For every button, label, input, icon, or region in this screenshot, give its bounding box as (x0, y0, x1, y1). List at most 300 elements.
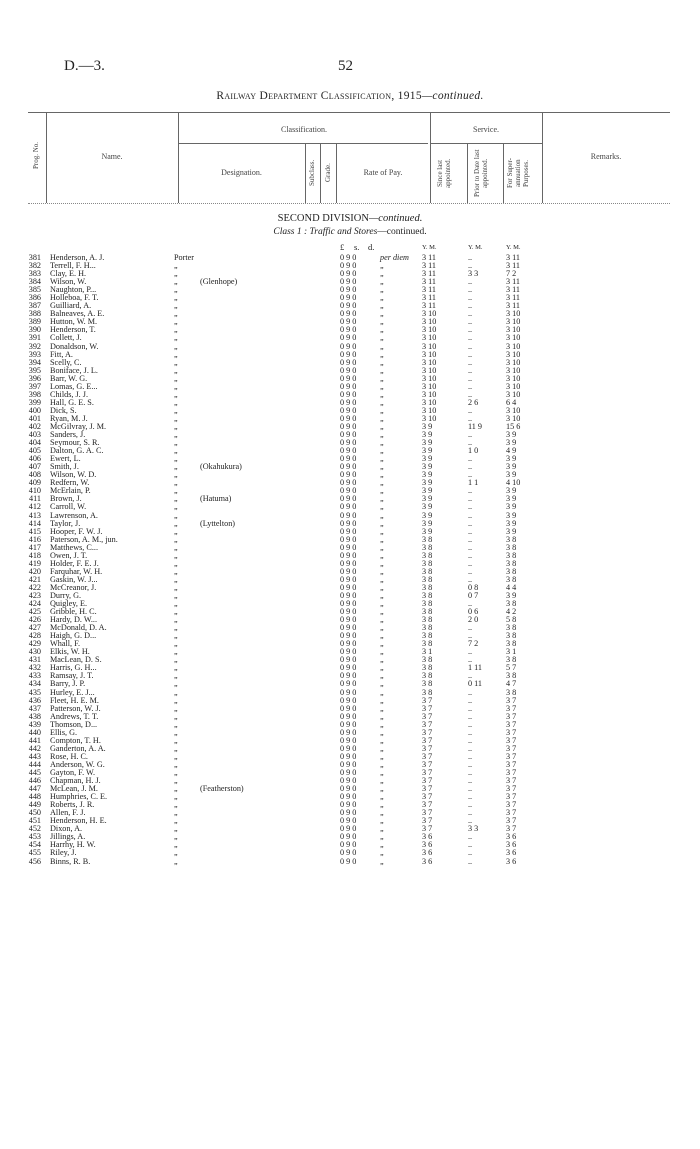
pay-period: „ (380, 574, 385, 584)
rate-of-pay: 0 9 0 (340, 494, 357, 504)
row-number: 403 (28, 430, 41, 440)
employee-name: Hutton, W. M. (50, 317, 98, 327)
row-number: 433 (28, 671, 41, 681)
rate-of-pay: 0 9 0 (340, 631, 357, 641)
service-superannuation: 3 8 (506, 599, 517, 609)
employee-name: Whall, F. (50, 639, 81, 649)
service-superannuation: 3 7 (506, 711, 517, 721)
service-prior-to-date: 0 6 (468, 607, 479, 617)
designation: „ (174, 574, 178, 584)
designation: „ (174, 776, 178, 786)
pay-period: „ (380, 615, 385, 625)
service-since-last: 3 10 (422, 397, 437, 407)
row-number: 405 (28, 446, 41, 456)
designation: „ (174, 679, 178, 689)
pay-period: „ (380, 478, 385, 488)
service-since-last: 3 10 (422, 405, 437, 415)
rate-of-pay: 0 9 0 (340, 727, 357, 737)
service-prior-to-date: .. (468, 349, 473, 359)
employee-name: Thomson, D... (50, 719, 98, 729)
service-superannuation: 3 10 (506, 381, 521, 391)
service-prior-to-date: .. (468, 792, 473, 802)
rate-of-pay: 0 9 0 (340, 293, 357, 303)
service-prior-to-date: .. (468, 735, 473, 745)
pay-period: „ (380, 470, 385, 480)
employee-name: Owen, J. T. (50, 550, 88, 560)
service-superannuation: 3 10 (506, 357, 521, 367)
service-since-last: 3 11 (422, 277, 437, 287)
service-superannuation: 3 8 (506, 534, 517, 544)
designation: „ (174, 389, 178, 399)
pay-period: „ (380, 639, 385, 649)
rate-of-pay: 0 9 0 (340, 341, 357, 351)
employee-name: Clay, E. H. (50, 269, 87, 279)
employee-name: Andrews, T. T. (50, 711, 99, 721)
service-superannuation: 4 9 (506, 446, 517, 456)
unit-ym-since: Y. M. (422, 244, 437, 251)
service-prior-to-date: .. (468, 301, 473, 311)
employee-name: MacLean, D. S. (50, 655, 102, 665)
service-prior-to-date: 3 3 (468, 269, 479, 279)
service-superannuation: 3 10 (506, 413, 521, 423)
service-since-last: 3 8 (422, 542, 433, 552)
service-prior-to-date: .. (468, 784, 473, 794)
service-prior-to-date: .. (468, 848, 473, 858)
service-superannuation: 3 7 (506, 800, 517, 810)
rate-of-pay: 0 9 0 (340, 808, 357, 818)
rate-of-pay: 0 9 0 (340, 768, 357, 777)
employee-name: Terrell, F. H... (50, 261, 96, 271)
designation: „ (174, 615, 178, 625)
pay-period: „ (380, 550, 385, 560)
pay-period: „ (380, 261, 385, 271)
employee-name: Redfern, W. (50, 478, 90, 488)
employee-name: Allen, F. J. (50, 808, 86, 818)
employee-name: Gaskin, W. J... (50, 574, 98, 584)
employee-name: Hooper, F. W. J. (50, 526, 103, 536)
unit-pence: d. (368, 242, 375, 252)
row-number: 436 (28, 695, 41, 705)
service-superannuation: 3 11 (506, 277, 521, 287)
row-number: 454 (28, 840, 41, 850)
service-since-last: 3 6 (422, 848, 433, 858)
service-since-last: 3 11 (422, 253, 437, 262)
designation: „ (174, 743, 178, 753)
service-since-last: 3 10 (422, 413, 437, 423)
section-title (0, 213, 700, 224)
service-prior-to-date: .. (468, 550, 473, 560)
rate-of-pay: 0 9 0 (340, 389, 357, 399)
employee-name: Boniface, J. L. (50, 365, 98, 375)
page-title-continued: —continued. (421, 90, 484, 102)
pay-period: „ (380, 671, 385, 681)
rate-of-pay: 0 9 0 (340, 824, 357, 834)
service-superannuation: 3 11 (506, 261, 521, 271)
row-number: 396 (28, 373, 41, 383)
service-since-last: 3 7 (422, 776, 433, 786)
employee-name: Compton, T. H. (50, 735, 101, 745)
service-superannuation: 6 4 (506, 397, 517, 407)
service-since-last: 3 10 (422, 389, 437, 399)
rate-of-pay: 0 9 0 (340, 261, 357, 271)
designation: „ (174, 695, 178, 705)
rate-of-pay: 0 9 0 (340, 703, 357, 713)
section-title-continued: —continued. (368, 213, 423, 224)
designation: „ (174, 655, 178, 665)
designation: „ (174, 518, 178, 528)
service-prior-to-date: .. (468, 438, 473, 448)
pay-period: „ (380, 816, 385, 826)
service-prior-to-date: .. (468, 510, 473, 520)
row-number: 413 (28, 510, 41, 520)
service-superannuation: 3 10 (506, 389, 521, 399)
row-number: 440 (28, 727, 41, 737)
pay-period: „ (380, 502, 385, 512)
service-prior-to-date: .. (468, 405, 473, 415)
service-since-last: 3 9 (422, 446, 433, 456)
designation: „ (174, 486, 178, 496)
row-number: 438 (28, 711, 41, 721)
service-since-last: 3 10 (422, 341, 437, 351)
service-superannuation: 3 9 (506, 430, 517, 440)
designation: „ (174, 301, 178, 311)
rate-of-pay: 0 9 0 (340, 671, 357, 681)
service-since-last: 3 8 (422, 534, 433, 544)
row-number: 391 (28, 333, 41, 343)
service-superannuation: 3 10 (506, 309, 521, 319)
service-prior-to-date: .. (468, 768, 473, 777)
service-prior-to-date: .. (468, 599, 473, 609)
page-number: 52 (338, 58, 353, 74)
employee-name: Matthews, C... (50, 542, 98, 552)
row-number: 393 (28, 349, 41, 359)
service-prior-to-date: .. (468, 502, 473, 512)
row-number: 406 (28, 454, 41, 464)
employee-name: McGilvray, J. M. (50, 421, 107, 431)
pay-period: „ (380, 413, 385, 423)
pay-period: „ (380, 534, 385, 544)
service-since-last: 3 7 (422, 727, 433, 737)
rate-of-pay: 0 9 0 (340, 542, 357, 552)
pay-period: „ (380, 647, 385, 657)
designation: „ (174, 599, 178, 609)
employee-name: Elkis, W. H. (50, 647, 90, 657)
employee-name: Ellis, G. (50, 727, 78, 737)
service-superannuation: 3 8 (506, 574, 517, 584)
rate-of-pay: 0 9 0 (340, 365, 357, 375)
service-prior-to-date: .. (468, 454, 473, 464)
service-since-last: 3 9 (422, 494, 433, 504)
service-since-last: 3 8 (422, 550, 433, 560)
rate-of-pay: 0 9 0 (340, 381, 357, 391)
service-since-last: 3 8 (422, 655, 433, 665)
row-number: 383 (28, 269, 41, 279)
designation: Porter (174, 253, 195, 262)
row-number: 425 (28, 607, 41, 617)
service-superannuation: 3 9 (506, 518, 517, 528)
service-since-last: 3 10 (422, 357, 437, 367)
pay-period: „ (380, 293, 385, 303)
employee-name: Scelly, C. (50, 357, 82, 367)
rate-of-pay: 0 9 0 (340, 269, 357, 279)
employee-name: Ganderton, A. A. (50, 743, 106, 753)
employee-name: Taylor, J. (50, 518, 81, 528)
service-prior-to-date: .. (468, 430, 473, 440)
designation: „ (174, 703, 178, 713)
designation: „ (174, 494, 178, 504)
service-superannuation: 3 9 (506, 462, 517, 472)
row-number: 386 (28, 293, 41, 303)
service-prior-to-date: .. (468, 381, 473, 391)
employee-name: Collett, J. (50, 333, 82, 343)
designation: „ (174, 856, 178, 866)
header-name: Name. (101, 152, 123, 161)
service-since-last: 3 7 (422, 808, 433, 818)
service-superannuation: 3 7 (506, 735, 517, 745)
service-superannuation: 3 9 (506, 494, 517, 504)
designation: „ (174, 510, 178, 520)
pay-period: „ (380, 848, 385, 858)
designation: „ (174, 357, 178, 367)
row-number: 435 (28, 687, 41, 697)
pay-period: „ (380, 727, 385, 737)
service-prior-to-date: .. (468, 574, 473, 584)
rate-of-pay: 0 9 0 (340, 856, 357, 866)
rate-of-pay: 0 9 0 (340, 792, 357, 802)
service-since-last: 3 9 (422, 518, 433, 528)
employee-name: Lomas, G. E... (50, 381, 98, 391)
service-superannuation: 3 10 (506, 325, 521, 335)
header-bottom-rule (28, 203, 670, 204)
pay-period: „ (380, 325, 385, 335)
service-since-last: 3 11 (422, 269, 437, 279)
service-superannuation: 3 7 (506, 759, 517, 769)
service-since-last: 3 10 (422, 317, 437, 327)
service-prior-to-date: .. (468, 558, 473, 568)
row-number: 398 (28, 389, 41, 399)
designation: „ (174, 792, 178, 802)
pay-period: „ (380, 269, 385, 279)
designation: „ (174, 607, 178, 617)
row-number: 399 (28, 397, 41, 407)
employee-name: Quigley, E. (50, 599, 87, 609)
row-number: 448 (28, 792, 41, 802)
service-prior-to-date: .. (468, 285, 473, 295)
service-since-last: 3 7 (422, 711, 433, 721)
station-location: (Hatuma) (200, 494, 232, 504)
pay-period: „ (380, 824, 385, 834)
row-number: 430 (28, 647, 41, 657)
row-number: 427 (28, 623, 41, 633)
service-superannuation: 3 7 (506, 784, 517, 794)
row-number: 414 (28, 518, 41, 528)
row-number: 400 (28, 405, 41, 415)
header-since-last: Since last appointed. (436, 158, 452, 188)
service-superannuation: 3 10 (506, 405, 521, 415)
service-since-last: 3 7 (422, 816, 433, 826)
row-number: 392 (28, 341, 41, 351)
service-prior-to-date: .. (468, 462, 473, 472)
service-superannuation: 3 11 (506, 293, 521, 303)
header-classification: Classification. (281, 125, 327, 134)
row-number: 415 (28, 526, 41, 536)
service-since-last: 3 7 (422, 759, 433, 769)
designation: „ (174, 719, 178, 729)
service-superannuation: 3 6 (506, 848, 517, 858)
designation: „ (174, 405, 178, 415)
employee-name: McLean, J. M. (50, 784, 98, 794)
service-superannuation: 4 4 (506, 582, 517, 592)
designation: „ (174, 824, 178, 834)
designation: „ (174, 800, 178, 810)
pay-period: „ (380, 599, 385, 609)
pay-period: „ (380, 373, 385, 383)
service-superannuation: 15 6 (506, 421, 521, 431)
designation: „ (174, 462, 178, 472)
service-prior-to-date: .. (468, 526, 473, 536)
rate-of-pay: 0 9 0 (340, 743, 357, 753)
rate-of-pay: 0 9 0 (340, 759, 357, 769)
service-superannuation: 3 11 (506, 285, 521, 295)
designation: „ (174, 430, 178, 440)
employee-name: McErlain, P. (50, 486, 91, 496)
rate-of-pay: 0 9 0 (340, 711, 357, 721)
row-number: 444 (28, 759, 41, 769)
rate-of-pay: 0 9 0 (340, 301, 357, 311)
service-since-last: 3 7 (422, 784, 433, 794)
service-prior-to-date: .. (468, 309, 473, 319)
row-number: 395 (28, 365, 41, 375)
pay-period: „ (380, 494, 385, 504)
service-since-last: 3 8 (422, 663, 433, 673)
pay-period: „ (380, 751, 385, 761)
service-since-last: 3 11 (422, 301, 437, 311)
service-since-last: 3 1 (422, 647, 433, 657)
pay-period: „ (380, 808, 385, 818)
row-number: 420 (28, 566, 41, 576)
service-since-last: 3 10 (422, 333, 437, 343)
service-prior-to-date: 0 11 (468, 679, 483, 689)
service-superannuation: 3 9 (506, 502, 517, 512)
service-superannuation: 3 9 (506, 590, 517, 600)
row-number: 443 (28, 751, 41, 761)
service-prior-to-date: .. (468, 687, 473, 697)
rate-of-pay: 0 9 0 (340, 317, 357, 327)
row-number: 447 (28, 784, 41, 794)
row-number: 424 (28, 599, 41, 609)
section-title-main: SECOND DIVISION (277, 213, 369, 224)
rate-of-pay: 0 9 0 (340, 357, 357, 367)
employee-name: Patterson, W. J. (50, 703, 101, 713)
row-number: 428 (28, 631, 41, 641)
station-location: (Glenhope) (200, 277, 238, 287)
service-prior-to-date: .. (468, 647, 473, 657)
service-prior-to-date: .. (468, 373, 473, 383)
service-prior-to-date: .. (468, 808, 473, 818)
service-prior-to-date: .. (468, 542, 473, 552)
designation: „ (174, 623, 178, 633)
pay-period: „ (380, 687, 385, 697)
service-since-last: 3 9 (422, 510, 433, 520)
rate-of-pay: 0 9 0 (340, 615, 357, 625)
pay-period: „ (380, 341, 385, 351)
row-number: 452 (28, 824, 41, 834)
pay-period: „ (380, 655, 385, 665)
employee-name: Smith, J. (50, 462, 79, 472)
header-grade: Grade. (324, 163, 332, 183)
employee-name: Henderson, H. E. (50, 816, 107, 826)
pay-period: „ (380, 438, 385, 448)
service-since-last: 3 7 (422, 719, 433, 729)
employee-name: Wilson, W. (50, 277, 87, 287)
rate-of-pay: 0 9 0 (340, 607, 357, 617)
employee-name: Barr, W. G. (50, 373, 88, 383)
employee-name: Sanders, J. (50, 430, 86, 440)
service-superannuation: 3 7 (506, 719, 517, 729)
header-subclass: Subclass. (308, 159, 316, 187)
service-prior-to-date: .. (468, 840, 473, 850)
rate-of-pay: 0 9 0 (340, 518, 357, 528)
employee-name: Gayton, F. W. (50, 768, 96, 777)
service-since-last: 3 9 (422, 462, 433, 472)
employee-name: Childs, J. J. (50, 389, 88, 399)
designation: „ (174, 446, 178, 456)
row-number: 385 (28, 285, 41, 295)
service-prior-to-date: .. (468, 261, 473, 271)
rate-of-pay: 0 9 0 (340, 413, 357, 423)
service-prior-to-date: .. (468, 816, 473, 826)
service-prior-to-date: 2 0 (468, 615, 479, 625)
pay-period: „ (380, 510, 385, 520)
service-superannuation: 4 2 (506, 607, 517, 617)
rate-of-pay: 0 9 0 (340, 438, 357, 448)
service-prior-to-date: .. (468, 800, 473, 810)
service-prior-to-date: .. (468, 759, 473, 769)
service-superannuation: 3 8 (506, 566, 517, 576)
employee-name: Ewert, L. (50, 454, 81, 464)
service-since-last: 3 10 (422, 349, 437, 359)
employee-name: Naughton, P... (50, 285, 97, 295)
employee-name: Henderson, T. (50, 325, 96, 335)
service-superannuation: 3 8 (506, 687, 517, 697)
rate-of-pay: 0 9 0 (340, 582, 357, 592)
service-prior-to-date: 7 2 (468, 639, 479, 649)
designation: „ (174, 526, 178, 536)
service-since-last: 3 8 (422, 639, 433, 649)
service-since-last: 3 8 (422, 671, 433, 681)
service-since-last: 3 10 (422, 309, 437, 319)
employee-name: Balneaves, A. E. (50, 309, 105, 319)
row-number: 401 (28, 413, 41, 423)
service-superannuation: 3 1 (506, 647, 517, 657)
service-superannuation: 3 10 (506, 317, 521, 327)
row-number: 429 (28, 639, 41, 649)
service-superannuation: 3 11 (506, 301, 521, 311)
row-number: 411 (29, 494, 41, 504)
employee-name: Hall, G. E. S. (50, 397, 94, 407)
designation: „ (174, 454, 178, 464)
service-prior-to-date: .. (468, 623, 473, 633)
service-superannuation: 3 6 (506, 840, 517, 850)
service-prior-to-date: .. (468, 832, 473, 842)
designation: „ (174, 558, 178, 568)
employee-name: Chapman, H. J. (50, 776, 101, 786)
service-since-last: 3 8 (422, 679, 433, 689)
rate-of-pay: 0 9 0 (340, 590, 357, 600)
row-number: 451 (28, 816, 41, 826)
service-since-last: 3 7 (422, 792, 433, 802)
pay-period: „ (380, 792, 385, 802)
